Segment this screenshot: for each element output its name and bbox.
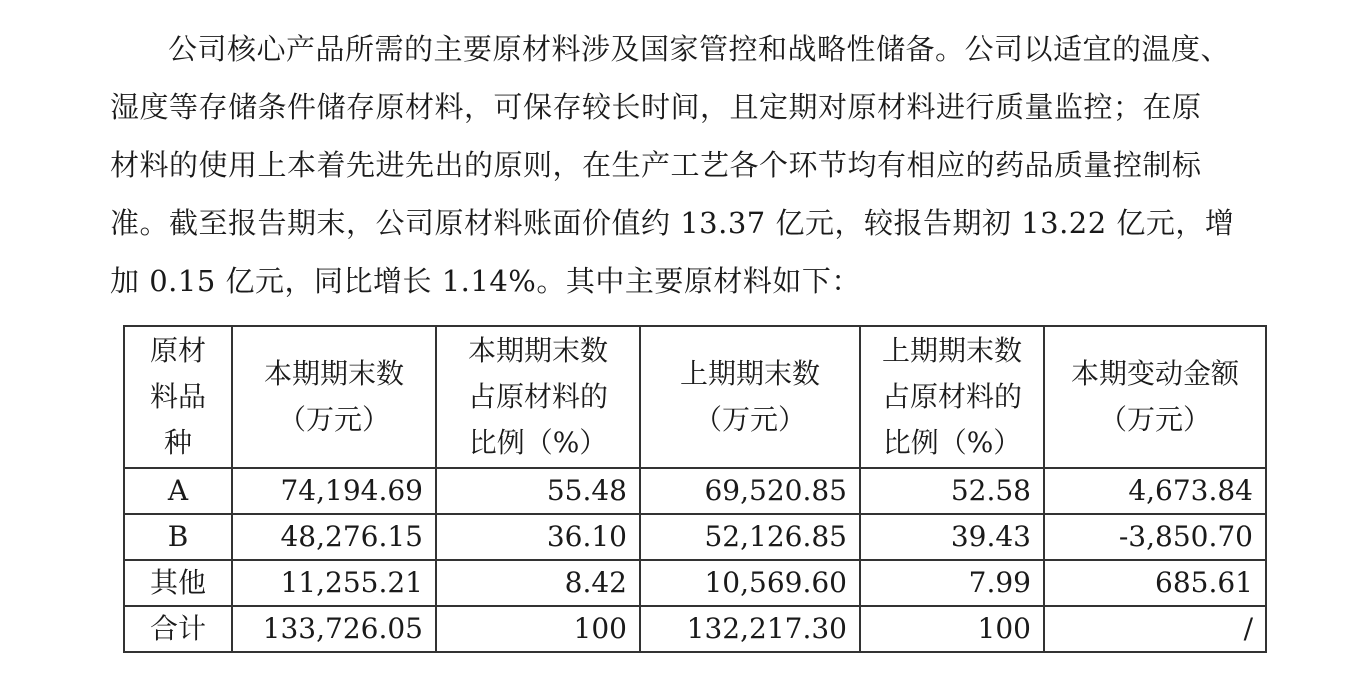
table-cell: 55.48 bbox=[436, 468, 640, 514]
table-cell: 133,726.05 bbox=[232, 606, 436, 652]
table-row bbox=[124, 560, 1266, 606]
paragraph-line: 湿度等存储条件储存原材料，可保存较长时间，且定期对原材料进行质量监控；在原 bbox=[110, 90, 1202, 124]
table-cell: -3,850.70 bbox=[1044, 514, 1266, 560]
header-current-period-ratio: 本期期末数 占原材料的 比例（%） bbox=[436, 326, 640, 468]
table-cell: 7.99 bbox=[860, 560, 1044, 606]
table-cell: 69,520.85 bbox=[640, 468, 860, 514]
table-cell: 10,569.60 bbox=[640, 560, 860, 606]
header-change-amount: 本期变动金额 （万元） bbox=[1044, 326, 1266, 468]
table-cell: 100 bbox=[860, 606, 1044, 652]
table-cell: 8.42 bbox=[436, 560, 640, 606]
table-cell: 74,194.69 bbox=[232, 468, 436, 514]
table-cell: 合计 bbox=[124, 606, 232, 652]
table-cell: A bbox=[124, 468, 232, 514]
paragraph-line: 材料的使用上本着先进先出的原则，在生产工艺各个环节均有相应的药品质量控制标 bbox=[110, 148, 1202, 182]
table-cell: 36.10 bbox=[436, 514, 640, 560]
table-cell: 100 bbox=[436, 606, 640, 652]
table-cell: 52.58 bbox=[860, 468, 1044, 514]
table-cell: 48,276.15 bbox=[232, 514, 436, 560]
table-cell: 11,255.21 bbox=[232, 560, 436, 606]
header-material-type: 原材 料品 种 bbox=[124, 326, 232, 468]
table-header-row bbox=[124, 326, 1266, 468]
header-current-period-end: 本期期末数 （万元） bbox=[232, 326, 436, 468]
table-cell: 其他 bbox=[124, 560, 232, 606]
table-row bbox=[124, 514, 1266, 560]
table-cell: B bbox=[124, 514, 232, 560]
paragraph-line: 准。截至报告期末，公司原材料账面价值约 13.37 亿元，较报告期初 13.22 亿元，增 bbox=[110, 206, 1235, 240]
header-previous-period-ratio: 上期期末数 占原材料的 比例（%） bbox=[860, 326, 1044, 468]
table-cell: / bbox=[1044, 606, 1266, 652]
paragraph-line: 加 0.15 亿元，同比增长 1.14%。其中主要原材料如下： bbox=[110, 264, 861, 298]
table-cell: 4,673.84 bbox=[1044, 468, 1266, 514]
body-paragraph bbox=[110, 20, 1260, 310]
paragraph-line: 公司核心产品所需的主要原材料涉及国家管控和战略性储备。公司以适宜的温度、 bbox=[168, 32, 1231, 66]
table-cell: 132,217.30 bbox=[640, 606, 860, 652]
table-cell: 685.61 bbox=[1044, 560, 1266, 606]
raw-materials-table bbox=[123, 325, 1267, 653]
table-cell: 39.43 bbox=[860, 514, 1044, 560]
header-previous-period-end: 上期期末数 （万元） bbox=[640, 326, 860, 468]
table-row bbox=[124, 468, 1266, 514]
table-total-row bbox=[124, 606, 1266, 652]
table-cell: 52,126.85 bbox=[640, 514, 860, 560]
